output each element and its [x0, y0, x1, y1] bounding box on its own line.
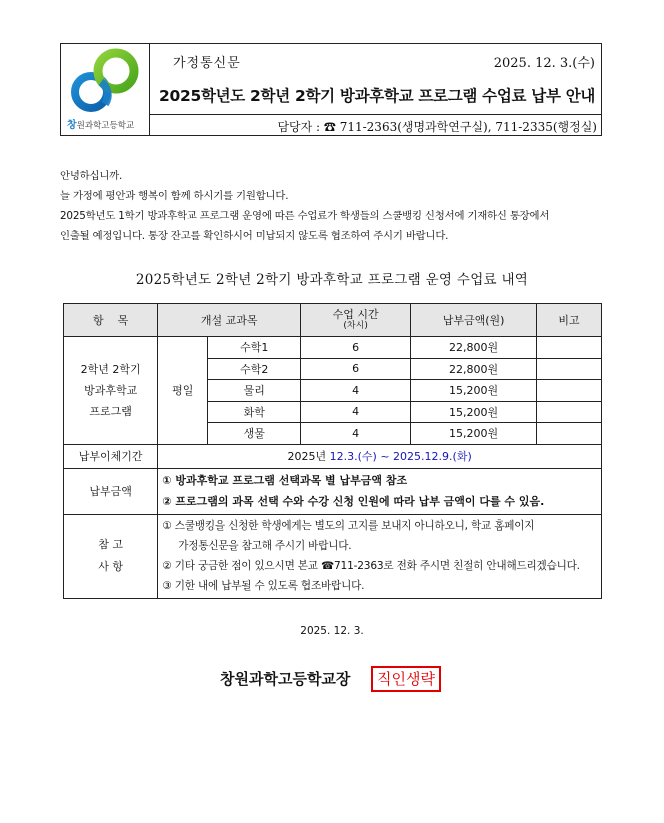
payment-period-range: 12.3.(수) ~ 2025.12.9.(화)	[329, 450, 472, 463]
payment-period-label: 납부이체기간	[64, 444, 158, 468]
note-line: ② 기타 궁금한 점이 있으시면 본교 ☎711-2363로 전화 주시면 친절히 안내해드리겠습니다.	[162, 560, 580, 572]
payment-amount-details	[158, 468, 602, 514]
contact-info: 담당자 : ☎ 711-2363(생명과학연구실), 711-2335(행정실)	[277, 120, 597, 134]
school-logo	[61, 44, 150, 135]
note-cell	[537, 358, 602, 380]
intro-line: 2025학년도 1학기 방과후학교 프로그램 운영에 따른 수업료가 학생들의 스쿨뱅킹 신청서에 기재하신 통장에서	[60, 210, 550, 222]
amount-cell: 22,800원	[411, 337, 537, 359]
note-line: 가정통신문을 참고해 주시기 바랍니다.	[178, 540, 352, 552]
note-cell	[537, 380, 602, 402]
newsletter-kind: 가정통신문	[173, 56, 241, 71]
amount-cell: 22,800원	[411, 358, 537, 380]
amount-cell: 15,200원	[411, 401, 537, 423]
issue-date: 2025. 12. 3.(수)	[493, 56, 595, 71]
table-row	[64, 337, 602, 359]
payment-note: ① 방과후학교 프로그램 선택과목 별 납부금액 참조	[162, 474, 408, 487]
header-divider	[149, 114, 601, 115]
col-header-subject: 개설 교과목	[158, 304, 301, 337]
payment-amount-label: 납부금액	[64, 468, 158, 514]
school-logo-icon	[61, 44, 149, 116]
subject-cell: 수학1	[208, 337, 301, 359]
fee-table	[63, 303, 602, 599]
amount-cell: 15,200원	[411, 380, 537, 402]
amount-cell: 15,200원	[411, 423, 537, 445]
note-cell	[537, 423, 602, 445]
payment-note: ② 프로그램의 과목 선택 수와 수강 신청 인원에 따라 납부 금액이 다를 수 있음.	[162, 495, 545, 508]
subject-cell: 화학	[208, 401, 301, 423]
hours-cell: 4	[301, 423, 411, 445]
intro-text	[60, 166, 620, 246]
hours-unit: (차시)	[343, 321, 368, 331]
payment-amount-row	[64, 468, 602, 514]
signature-date: 2025. 12. 3.	[300, 625, 364, 637]
principal-name: 창원과학고등학교장	[220, 670, 351, 688]
section-title: 2025학년도 2학년 2학기 방과후학교 프로그램 운영 수업료 내역	[135, 272, 529, 288]
notes-row	[64, 514, 602, 598]
note-line: ③ 기한 내에 납부될 수 있도록 협조바랍니다.	[162, 580, 365, 592]
note-line: ① 스쿨뱅킹을 신청한 학생에게는 별도의 고지를 보내지 아니하오니, 학교 홈페이지	[162, 520, 535, 532]
hours-cell: 4	[301, 401, 411, 423]
intro-line: 안녕하십니까.	[60, 170, 123, 182]
table-header-row	[64, 304, 602, 337]
subject-cell: 물리	[208, 380, 301, 402]
intro-line: 늘 가정에 평안과 행복이 함께 하시기를 기원합니다.	[60, 190, 289, 202]
logo-caption: 창원과학고등학교	[67, 120, 135, 131]
day-label: 평일	[158, 337, 208, 445]
col-header-amount: 납부금액(원)	[411, 304, 537, 337]
hours-cell: 4	[301, 380, 411, 402]
note-cell	[537, 401, 602, 423]
col-header-hours: 수업 시간 (차시)	[301, 304, 411, 337]
notes-label: 참 고 사 항	[64, 514, 158, 598]
note-cell	[537, 337, 602, 359]
hours-cell: 6	[301, 337, 411, 359]
seal-omitted-stamp: 직인생략	[371, 666, 441, 692]
payment-period-value: 2025년 12.3.(수) ~ 2025.12.9.(화)	[158, 444, 602, 468]
program-label: 2학년 2학기 방과후학교 프로그램	[64, 337, 158, 445]
intro-line: 인출될 예정입니다. 통장 잔고를 확인하시어 미납되지 않도록 협조하여 주시기 바랍니다.	[60, 230, 449, 242]
hours-cell: 6	[301, 358, 411, 380]
payment-period-row	[64, 444, 602, 468]
newsletter-header	[60, 43, 602, 136]
subject-cell: 수학2	[208, 358, 301, 380]
notes-details	[158, 514, 602, 598]
subject-cell: 생물	[208, 423, 301, 445]
col-header-note: 비고	[537, 304, 602, 337]
col-header-item: 항 목	[64, 304, 158, 337]
page-title: 2025학년도 2학년 2학기 방과후학교 프로그램 수업료 납부 안내	[159, 87, 596, 105]
